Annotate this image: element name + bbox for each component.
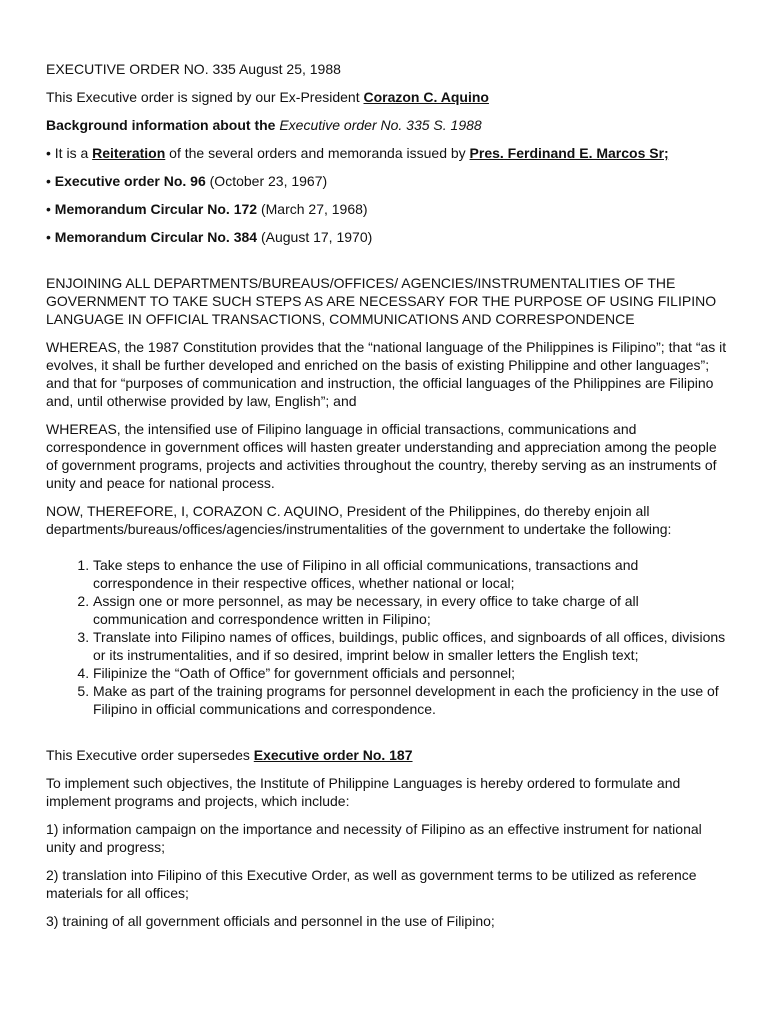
bullet-mc-172: [46, 200, 728, 218]
directives-list: [46, 556, 728, 718]
background-heading: [46, 116, 728, 134]
mc-384-label: Memorandum Circular No. 384: [54, 229, 258, 245]
list-item: 3. Translate into Filipino names of offices, buildings, public offices, and signboards of all offices, divisions or its instrumentalities, and if so desired, imprint below in smaller letters the English text;: [93, 628, 728, 664]
list-item: 1. Take steps to enhance the use of Filipino in all official communications, transactions and correspondence in their respective offices, whether national or local;: [93, 556, 728, 592]
list-item: 2. Assign one or more personnel, as may be necessary, in every office to take charge of all communication and correspondence written in Filipino;: [93, 592, 728, 628]
program-item-3: 3) training of all government officials and personnel in the use of Filipino;: [46, 913, 495, 929]
eo-96-label: Executive order No. 96: [54, 173, 206, 189]
eo-187-link[interactable]: Executive order No. 187: [253, 747, 413, 763]
background-italic: Executive order No. 335 S. 1988: [279, 117, 482, 133]
list-item: 5. Make as part of the training programs for personnel development in each the proficiency in the use of Filipino in official communications and correspondence.: [93, 682, 728, 718]
eo-96-date: (October 23, 1967): [205, 173, 328, 189]
signed-by-line: [46, 88, 728, 106]
now-therefore-paragraph: NOW, THEREFORE, I, CORAZON C. AQUINO, President of the Philippines, do thereby enjoin all departments/bureaus/offices/agencies/instrumentalities of the government to undertake the following:: [46, 503, 672, 537]
reiteration-link[interactable]: Reiteration: [92, 145, 166, 161]
enjoining-heading: ENJOINING ALL DEPARTMENTS/BUREAUS/OFFICES/ AGENCIES/INSTRUMENTALITIES OF THE GOVERNMENT TO TAKE SUCH STEPS AS ARE NECESSARY FOR THE PURPOSE OF USING FILIPINO LANGUAGE IN OFFICIAL TRANSACTIONS, COMMUNICATIONS AND CORRESPONDENCE: [46, 275, 717, 327]
background-bold: Background information about the: [46, 117, 280, 133]
order-title: EXECUTIVE ORDER NO. 335 August 25, 1988: [46, 61, 341, 77]
program-item-2: 2) translation into Filipino of this Executive Order, as well as government terms to be utilized as reference materials for all offices;: [46, 867, 697, 901]
bullet-reiteration: [46, 144, 728, 162]
whereas-paragraph-2: WHEREAS, the intensified use of Filipino language in official transactions, communications and correspondence in government offices will hasten greater understanding and appreciation among the people of government programs, projects and activities throughout the country, thereby serving as an instruments of unity and peace for national process.: [46, 421, 717, 491]
implement-paragraph: To implement such objectives, the Institute of Philippine Languages is hereby ordered to formulate and implement programs and projects, which include:: [46, 775, 681, 809]
mc-172-label: Memorandum Circular No. 172: [54, 201, 258, 217]
bullet-middle: of the several orders and memoranda issued by: [165, 145, 470, 161]
bullet-eo-96: [46, 172, 728, 190]
whereas-paragraph-1: WHEREAS, the 1987 Constitution provides that the “national language of the Philippines is Filipino”; that “as it evolves, it shall be further developed and enriched on the basis of existing Philippine and other languages”; and that for “purposes of communication and instruction, the official languages of the Philippines are Filipino and, until otherwise provided by law, English”; and: [46, 339, 727, 409]
signed-prefix: This Executive order is signed by our Ex-President: [46, 89, 364, 105]
bullet-dot: •: [46, 229, 55, 245]
marcos-link[interactable]: Pres. Ferdinand E. Marcos Sr;: [469, 145, 669, 161]
supersedes-prefix: This Executive order supersedes: [46, 747, 254, 763]
program-item-1: 1) information campaign on the importance and necessity of Filipino as an effective instrument for national unity and progress;: [46, 821, 702, 855]
supersedes-line: [46, 746, 728, 764]
signer-link[interactable]: Corazon C. Aquino: [363, 89, 489, 105]
spacer: [46, 256, 728, 274]
list-item: 4. Filipinize the “Oath of Office” for government officials and personnel;: [93, 664, 728, 682]
spacer: [46, 718, 728, 746]
bullet-mc-384: [46, 228, 728, 246]
mc-172-date: (March 27, 1968): [257, 201, 368, 217]
bullet-dot: •: [46, 173, 55, 189]
mc-384-date: (August 17, 1970): [257, 229, 373, 245]
bullet-prefix: • It is a: [46, 145, 93, 161]
document-body: [46, 60, 728, 940]
bullet-dot: •: [46, 201, 55, 217]
